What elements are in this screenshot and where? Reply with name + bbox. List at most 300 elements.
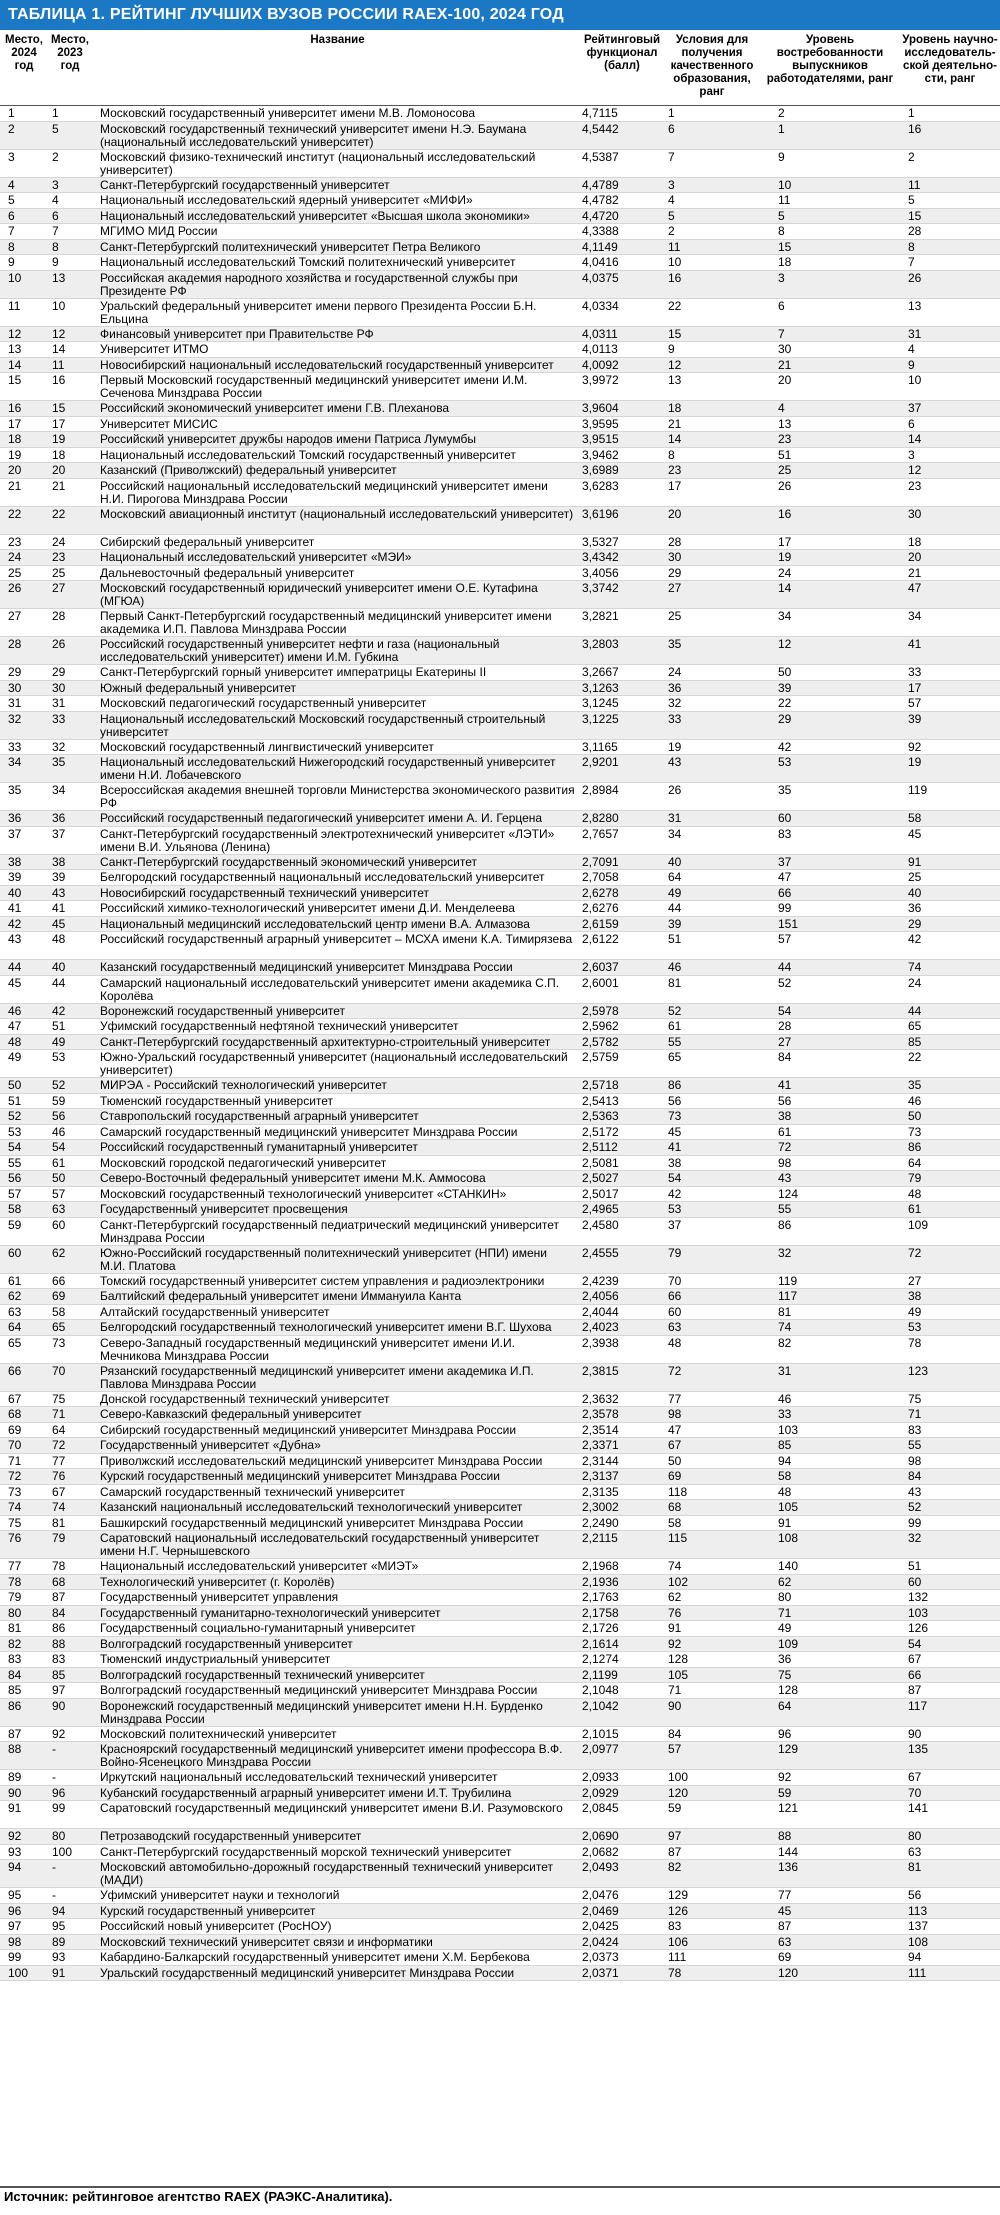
cell-demand: 20 — [778, 373, 792, 387]
cell-rank-2024: 39 — [8, 870, 22, 884]
cell-research: 48 — [908, 1186, 922, 1201]
table-row — [0, 209, 1000, 225]
cell-demand: 86 — [778, 1217, 792, 1232]
cell-score: 2,1726 — [582, 1621, 619, 1635]
cell-quality: 67 — [668, 1438, 682, 1452]
cell-demand: 49 — [778, 1621, 792, 1635]
cell-score: 2,6278 — [582, 885, 619, 900]
cell-rank-2024: 73 — [8, 1484, 22, 1499]
cell-score: 4,4720 — [582, 208, 619, 223]
table-row — [0, 271, 1000, 299]
cell-rank-2024: 22 — [8, 506, 22, 521]
cell-rank-2023: 90 — [52, 1698, 66, 1713]
table-row — [0, 1156, 1000, 1172]
cell-research: 38 — [908, 1289, 922, 1303]
cell-demand: 12 — [778, 637, 792, 651]
cell-rank-2023: 10 — [52, 298, 66, 313]
cell-demand: 57 — [778, 932, 792, 946]
cell-research: 70 — [908, 1785, 922, 1800]
cell-research: 52 — [908, 1500, 922, 1514]
cell-rank-2024: 42 — [8, 916, 22, 931]
cell-quality: 9 — [668, 342, 675, 356]
table-row — [0, 1336, 1000, 1364]
table-row — [0, 401, 1000, 417]
cell-score: 2,1936 — [582, 1574, 619, 1589]
cell-rank-2023: 2 — [52, 149, 59, 164]
cell-rank-2023: 16 — [52, 373, 66, 387]
header-research: Уровень научно-исследователь-ской деятельно-сти, ранг — [902, 34, 998, 85]
cell-research: 43 — [908, 1484, 922, 1499]
cell-demand: 18 — [778, 255, 792, 269]
cell-rank-2023: - — [52, 1742, 56, 1756]
cell-quality: 8 — [668, 447, 675, 462]
cell-name: Курский государственный университет — [100, 1903, 316, 1918]
cell-score: 4,0334 — [582, 298, 619, 313]
cell-rank-2023: 73 — [52, 1335, 66, 1350]
cell-name: Саратовский национальный исследовательский государственный университет имени Н.Г. Чернышевского — [100, 1531, 540, 1558]
cell-rank-2024: 19 — [8, 447, 22, 462]
cell-name: Государственный университет «Дубна» — [100, 1438, 321, 1452]
cell-name: Российский государственный педагогический университет имени А. И. Герцена — [100, 811, 543, 825]
table-row — [0, 479, 1000, 507]
cell-quality: 19 — [668, 739, 682, 754]
cell-demand: 144 — [778, 1844, 799, 1859]
cell-research: 31 — [908, 326, 922, 341]
cell-research: 66 — [908, 1667, 922, 1682]
cell-demand: 91 — [778, 1515, 792, 1530]
cell-demand: 98 — [778, 1155, 792, 1170]
table-row — [0, 609, 1000, 637]
cell-rank-2024: 86 — [8, 1698, 22, 1713]
cell-quality: 22 — [668, 298, 682, 313]
cell-demand: 84 — [778, 1050, 792, 1064]
cell-rank-2023: 75 — [52, 1391, 66, 1406]
cell-name: Государственный университет просвещения — [100, 1202, 348, 1216]
cell-quality: 42 — [668, 1186, 682, 1201]
cell-quality: 30 — [668, 550, 682, 564]
cell-name: Белгородский государственный технологический университет имени В.Г. Шухова — [100, 1320, 552, 1334]
cell-score: 2,0929 — [582, 1785, 619, 1800]
cell-research: 65 — [908, 1019, 922, 1033]
cell-score: 2,3815 — [582, 1363, 619, 1378]
cell-name: Волгоградский государственный медицинский университет Минздрава России — [100, 1683, 538, 1697]
cell-rank-2024: 14 — [8, 357, 22, 372]
cell-score: 2,3135 — [582, 1484, 619, 1499]
cell-rank-2023: 7 — [52, 224, 59, 238]
cell-rank-2024: 76 — [8, 1531, 22, 1545]
cell-research: 108 — [908, 1934, 929, 1949]
cell-quality: 49 — [668, 885, 682, 900]
cell-rank-2024: 50 — [8, 1078, 22, 1092]
cell-name: Алтайский государственный университет — [100, 1304, 330, 1319]
cell-quality: 56 — [668, 1093, 682, 1108]
cell-rank-2024: 37 — [8, 826, 22, 841]
cell-rank-2024: 64 — [8, 1320, 22, 1334]
cell-research: 17 — [908, 680, 922, 695]
cell-score: 2,3002 — [582, 1500, 619, 1514]
table-row — [0, 917, 1000, 933]
cell-score: 3,2821 — [582, 609, 619, 623]
cell-research: 20 — [908, 550, 922, 564]
cell-rank-2023: 63 — [52, 1202, 66, 1216]
cell-rank-2024: 48 — [8, 1034, 22, 1049]
cell-name: Национальный исследовательский университет «Высшая школа экономики» — [100, 208, 530, 223]
cell-name: Санкт-Петербургский политехнический университет Петра Великого — [100, 239, 481, 254]
cell-score: 2,7091 — [582, 854, 619, 869]
cell-name: Казанский (Приволжский) федеральный университет — [100, 463, 397, 477]
cell-rank-2023: 30 — [52, 680, 66, 695]
cell-rank-2023: 70 — [52, 1363, 66, 1378]
cell-demand: 30 — [778, 342, 792, 356]
table-row — [0, 755, 1000, 783]
cell-score: 3,9972 — [582, 373, 619, 387]
cell-rank-2024: 49 — [8, 1050, 22, 1064]
cell-score: 4,7115 — [582, 106, 618, 120]
cell-name: Новосибирский государственный технический университет — [100, 885, 430, 900]
cell-rank-2024: 70 — [8, 1438, 22, 1452]
cell-demand: 52 — [778, 975, 792, 990]
cell-demand: 109 — [778, 1636, 799, 1651]
cell-rank-2023: 58 — [52, 1304, 66, 1319]
cell-quality: 10 — [668, 255, 682, 269]
cell-score: 2,5413 — [582, 1093, 619, 1108]
cell-demand: 5 — [778, 208, 785, 223]
cell-rank-2023: 78 — [52, 1559, 66, 1573]
cell-name: Северо-Западный государственный медицинский университет имени И.И. Мечникова Минздрава России — [100, 1335, 515, 1363]
cell-quality: 111 — [668, 1950, 687, 1964]
cell-rank-2023: 61 — [52, 1155, 66, 1170]
cell-demand: 55 — [778, 1202, 792, 1216]
table-row — [0, 1438, 1000, 1454]
cell-score: 3,5327 — [582, 534, 619, 549]
cell-demand: 62 — [778, 1574, 792, 1589]
cell-name: Новосибирский национальный исследовательский государственный университет — [100, 357, 554, 372]
table-row — [0, 178, 1000, 194]
cell-research: 12 — [908, 463, 922, 477]
cell-rank-2024: 3 — [8, 149, 15, 164]
cell-score: 2,1758 — [582, 1605, 619, 1620]
cell-score: 2,0845 — [582, 1801, 619, 1815]
table-row — [0, 550, 1000, 566]
cell-demand: 45 — [778, 1903, 792, 1918]
cell-rank-2023: 38 — [52, 854, 66, 869]
cell-name: Самарский государственный медицинский университет Минздрава России — [100, 1124, 518, 1139]
cell-research: 103 — [908, 1605, 929, 1620]
cell-quality: 66 — [668, 1289, 682, 1303]
cell-name: Национальный исследовательский университет «МЭИ» — [100, 550, 412, 564]
cell-rank-2024: 59 — [8, 1217, 22, 1232]
cell-name: Петрозаводский государственный университет — [100, 1829, 362, 1843]
cell-demand: 35 — [778, 783, 792, 797]
cell-rank-2023: 99 — [52, 1801, 66, 1815]
table-row — [0, 1320, 1000, 1336]
cell-quality: 79 — [668, 1245, 682, 1260]
cell-name: Северо-Кавказский федеральный университет — [100, 1407, 362, 1421]
cell-demand: 19 — [778, 550, 792, 564]
cell-name: Московский политехнический университет — [100, 1726, 337, 1741]
table-row — [0, 1004, 1000, 1020]
table-row — [0, 1590, 1000, 1606]
cell-demand: 21 — [778, 357, 792, 372]
cell-demand: 32 — [778, 1245, 792, 1260]
cell-research: 32 — [908, 1531, 922, 1545]
cell-research: 18 — [908, 534, 922, 549]
cell-demand: 28 — [778, 1019, 792, 1033]
cell-quality: 115 — [668, 1531, 688, 1545]
cell-rank-2024: 32 — [8, 711, 22, 726]
cell-name: Российская академия народного хозяйства и государственной службы при Президенте РФ — [100, 270, 518, 298]
cell-score: 3,3742 — [582, 581, 619, 595]
table-row — [0, 1860, 1000, 1888]
cell-rank-2024: 74 — [8, 1500, 22, 1514]
cell-rank-2023: 57 — [52, 1186, 66, 1201]
cell-demand: 56 — [778, 1093, 792, 1108]
cell-rank-2023: 96 — [52, 1785, 66, 1800]
cell-name: Национальный исследовательский ядерный университет «МИФИ» — [100, 193, 473, 207]
cell-name: Кубанский государственный аграрный университет имени И.Т. Трубилина — [100, 1785, 512, 1800]
table-row — [0, 976, 1000, 1004]
cell-score: 2,1968 — [582, 1559, 619, 1573]
cell-quality: 100 — [668, 1770, 689, 1784]
header-demand: Уровень востребованности выпускников работодателями, ранг — [766, 34, 894, 85]
table-row — [0, 1035, 1000, 1051]
cell-quality: 21 — [668, 416, 682, 431]
table-row — [0, 1109, 1000, 1125]
cell-score: 3,9595 — [582, 416, 619, 431]
cell-name: Московский педагогический государственный университет — [100, 696, 427, 710]
cell-rank-2024: 9 — [8, 255, 15, 269]
cell-demand: 3 — [778, 270, 785, 285]
table-row — [0, 150, 1000, 178]
cell-quality: 45 — [668, 1124, 682, 1139]
cell-research: 73 — [908, 1124, 922, 1139]
cell-rank-2023: 50 — [52, 1171, 66, 1185]
cell-rank-2023: 20 — [52, 463, 66, 477]
cell-quality: 3 — [668, 177, 675, 192]
table-row — [0, 1423, 1000, 1439]
cell-research: 45 — [908, 826, 922, 841]
table-row — [0, 637, 1000, 665]
cell-rank-2024: 15 — [8, 373, 22, 387]
cell-name: Российский государственный гуманитарный университет — [100, 1140, 418, 1154]
cell-name: Томский государственный университет систем управления и радиоэлектроники — [100, 1273, 545, 1288]
cell-score: 2,3938 — [582, 1335, 619, 1350]
cell-research: 132 — [908, 1590, 929, 1604]
cell-name: Государственный гуманитарно-технологический университет — [100, 1605, 441, 1620]
cell-name: Российский химико-технологический университет имени Д.И. Менделеева — [100, 901, 515, 915]
cell-demand: 33 — [778, 1407, 792, 1421]
cell-rank-2023: 95 — [52, 1919, 66, 1933]
cell-score: 2,4580 — [582, 1217, 619, 1232]
header-rank-2023: Место, 2023 год — [51, 34, 89, 72]
cell-demand: 129 — [778, 1742, 799, 1756]
table-row — [0, 432, 1000, 448]
cell-rank-2023: 37 — [52, 826, 66, 841]
table-body — [0, 106, 1000, 1981]
cell-quality: 17 — [668, 478, 682, 493]
cell-rank-2024: 95 — [8, 1888, 22, 1902]
table-row — [0, 255, 1000, 271]
cell-rank-2024: 18 — [8, 432, 22, 446]
table-row — [0, 1218, 1000, 1246]
cell-name: Кабардино-Балкарский государственный университет имени Х.М. Бербекова — [100, 1950, 530, 1964]
cell-rank-2023: 46 — [52, 1124, 66, 1139]
cell-quality: 13 — [668, 373, 682, 387]
cell-rank-2023: 21 — [52, 478, 66, 493]
cell-quality: 37 — [668, 1217, 682, 1232]
cell-score: 2,0493 — [582, 1860, 619, 1874]
cell-demand: 151 — [778, 916, 799, 931]
source-note: Источник: рейтинговое агентство RAEX (РАЭКС-Аналитика). — [4, 2189, 393, 2204]
cell-score: 4,5387 — [582, 149, 619, 164]
cell-rank-2024: 94 — [8, 1860, 22, 1874]
cell-rank-2023: - — [52, 1770, 56, 1784]
cell-name: Курский государственный медицинский университет Минздрава России — [100, 1469, 500, 1483]
cell-score: 2,7058 — [582, 870, 619, 884]
cell-research: 6 — [908, 416, 915, 431]
cell-score: 3,2667 — [582, 665, 619, 679]
table-row — [0, 299, 1000, 327]
cell-name: Воронежский государственный медицинский университет имени Н.Н. Бурденко Минздрава России — [100, 1698, 543, 1726]
cell-rank-2024: 85 — [8, 1683, 22, 1697]
cell-score: 2,6276 — [582, 901, 619, 915]
cell-rank-2023: 29 — [52, 665, 66, 679]
cell-name: Финансовый университет при Правительстве РФ — [100, 326, 374, 341]
cell-quality: 55 — [668, 1034, 682, 1049]
table-row — [0, 1289, 1000, 1305]
cell-research: 11 — [908, 177, 921, 192]
cell-research: 54 — [908, 1636, 922, 1651]
cell-rank-2023: 72 — [52, 1438, 66, 1452]
cell-quality: 126 — [668, 1903, 689, 1918]
table-row — [0, 960, 1000, 976]
cell-demand: 140 — [778, 1559, 799, 1573]
cell-rank-2023: - — [52, 1860, 56, 1874]
cell-name: МИРЭА - Российский технологический университет — [100, 1078, 387, 1092]
cell-rank-2024: 75 — [8, 1515, 22, 1530]
cell-rank-2024: 98 — [8, 1934, 22, 1949]
cell-quality: 4 — [668, 193, 675, 207]
cell-score: 2,5363 — [582, 1109, 619, 1123]
cell-rank-2024: 66 — [8, 1363, 22, 1378]
cell-rank-2024: 91 — [8, 1801, 22, 1815]
cell-rank-2024: 78 — [8, 1574, 22, 1589]
cell-demand: 47 — [778, 870, 792, 884]
table-row — [0, 1829, 1000, 1845]
cell-rank-2024: 84 — [8, 1667, 22, 1682]
cell-research: 98 — [908, 1453, 922, 1468]
cell-rank-2024: 68 — [8, 1407, 22, 1421]
cell-rank-2024: 81 — [8, 1621, 22, 1635]
table-row — [0, 358, 1000, 374]
cell-research: 46 — [908, 1093, 922, 1108]
cell-rank-2023: 54 — [52, 1140, 66, 1154]
cell-name: Национальный исследовательский Московский государственный строительный университет — [100, 711, 546, 739]
cell-quality: 87 — [668, 1844, 682, 1859]
cell-score: 2,1015 — [582, 1726, 619, 1741]
cell-research: 7 — [908, 255, 915, 269]
cell-demand: 74 — [778, 1320, 792, 1334]
cell-quality: 29 — [668, 565, 682, 580]
header-score: Рейтинговый функционал (балл) — [583, 34, 661, 72]
cell-name: Ставропольский государственный аграрный университет — [100, 1109, 419, 1123]
cell-score: 2,3371 — [582, 1438, 619, 1452]
cell-name: Южный федеральный университет — [100, 680, 297, 695]
cell-name: Санкт-Петербургский государственный педиатрический медицинский университет Минздрава России — [100, 1217, 560, 1245]
table-row — [0, 1699, 1000, 1727]
cell-research: 42 — [908, 932, 922, 946]
cell-research: 13 — [908, 298, 922, 313]
table-row — [0, 1637, 1000, 1653]
table-row — [0, 1454, 1000, 1470]
cell-score: 4,4782 — [582, 193, 619, 207]
cell-name: Приволжский исследовательский медицинский университет Минздрава России — [100, 1453, 543, 1468]
cell-name: Дальневосточный федеральный университет — [100, 565, 355, 580]
cell-research: 39 — [908, 711, 922, 726]
cell-rank-2023: 67 — [52, 1484, 66, 1499]
cell-name: Московский государственный университет имени М.В. Ломоносова — [100, 106, 476, 120]
cell-quality: 70 — [668, 1273, 682, 1288]
cell-name: Казанский государственный медицинский университет Минздрава России — [100, 960, 513, 974]
cell-rank-2023: 87 — [52, 1590, 66, 1604]
table-header — [0, 30, 1000, 106]
cell-rank-2024: 41 — [8, 901, 22, 915]
cell-name: Московский государственный технологический университет «СТАНКИН» — [100, 1186, 507, 1201]
cell-score: 2,0424 — [582, 1934, 619, 1949]
cell-name: Российский государственный университет нефти и газа (национальный исследовательский университет) имени И.М. Губкина — [100, 637, 500, 664]
table-row — [0, 240, 1000, 256]
cell-score: 4,3388 — [582, 224, 619, 238]
cell-quality: 40 — [668, 854, 682, 869]
cell-rank-2023: 62 — [52, 1245, 66, 1260]
table-row — [0, 448, 1000, 464]
cell-score: 2,5962 — [582, 1019, 619, 1033]
cell-quality: 54 — [668, 1171, 682, 1185]
table-row — [0, 1392, 1000, 1408]
cell-rank-2023: 36 — [52, 811, 66, 825]
cell-rank-2023: 5 — [52, 121, 59, 136]
cell-rank-2023: 69 — [52, 1289, 66, 1303]
cell-demand: 11 — [778, 193, 791, 207]
cell-name: Российский университет дружбы народов имени Патриса Лумумбы — [100, 432, 477, 446]
cell-name: Башкирский государственный медицинский университет Минздрава России — [100, 1515, 524, 1530]
cell-quality: 62 — [668, 1590, 682, 1604]
cell-rank-2024: 26 — [8, 581, 22, 595]
cell-score: 2,4555 — [582, 1245, 619, 1260]
cell-name: Сибирский федеральный университет — [100, 534, 315, 549]
cell-score: 2,0373 — [582, 1950, 619, 1964]
cell-rank-2024: 56 — [8, 1171, 22, 1185]
cell-quality: 11 — [668, 239, 681, 254]
cell-score: 4,0375 — [582, 270, 619, 285]
cell-rank-2023: 18 — [52, 447, 66, 462]
cell-rank-2024: 96 — [8, 1903, 22, 1918]
cell-score: 2,5112 — [582, 1140, 618, 1154]
cell-demand: 85 — [778, 1438, 792, 1452]
cell-quality: 7 — [668, 149, 675, 164]
cell-demand: 17 — [778, 534, 792, 549]
source-divider — [0, 2186, 1000, 2188]
cell-score: 2,6037 — [582, 960, 619, 974]
table-row — [0, 1140, 1000, 1156]
cell-name: Иркутский национальный исследовательский технический университет — [100, 1770, 498, 1784]
cell-research: 5 — [908, 193, 915, 207]
table-row — [0, 886, 1000, 902]
cell-rank-2023: 3 — [52, 177, 59, 192]
cell-rank-2024: 13 — [8, 342, 22, 356]
cell-rank-2023: 23 — [52, 550, 66, 564]
cell-score: 2,4044 — [582, 1304, 619, 1319]
